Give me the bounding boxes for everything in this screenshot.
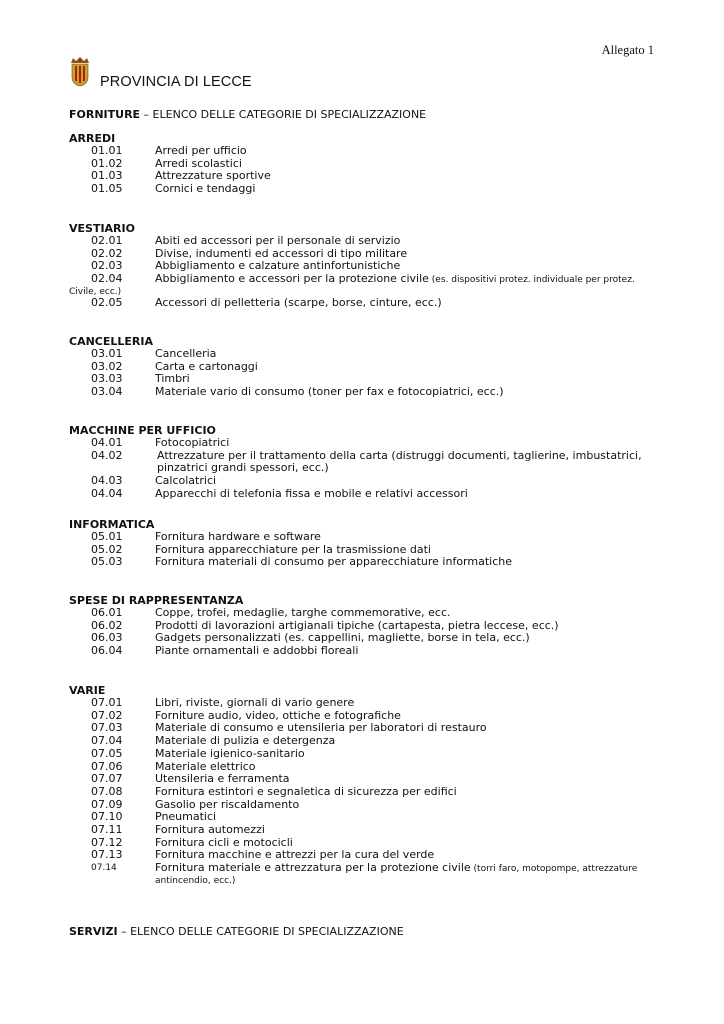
list-item [69, 297, 669, 310]
section-arredi [69, 132, 669, 196]
list-item [69, 735, 669, 748]
item-code: 06.04 [91, 644, 123, 658]
item-code: 01.05 [91, 182, 123, 196]
item-desc: Materiale igienico-sanitario [155, 746, 305, 760]
item-desc-continuation: pinzatrici grandi spessori, ecc.) [157, 461, 329, 475]
item-desc: Pneumatici [155, 810, 217, 824]
item-code: 04.03 [91, 474, 123, 488]
item-desc: Abbigliamento e calzature antinfortunistiche [155, 259, 401, 273]
item-code: 04.04 [91, 486, 123, 500]
item-code: 02.03 [91, 259, 123, 273]
item-code: 07.01 [91, 696, 123, 709]
list-item [69, 386, 669, 399]
item-desc-main: Fornitura materiale e attrezzatura per la protezione civile [155, 861, 471, 875]
section-title: VESTIARIO [69, 222, 135, 235]
item-desc: Fornitura macchine e attrezzi per la cura del verde [155, 848, 435, 862]
section-title: SPESE DI RAPPRESENTANZA [69, 594, 244, 607]
item-code: 03.01 [91, 347, 123, 360]
item-desc: Libri, riviste, giornali di vario genere [155, 696, 355, 709]
item-desc: Fornitura cicli e motocicli [155, 835, 293, 849]
item-code: 02.01 [91, 234, 123, 247]
section-title: ARREDI [69, 132, 116, 145]
item-code: 03.02 [91, 359, 123, 373]
section-varie [69, 684, 669, 887]
item-desc: Piante ornamentali e addobbi floreali [155, 644, 359, 658]
item-desc: Gasolio per riscaldamento [155, 797, 300, 811]
item-desc: Fornitura hardware e software [155, 530, 321, 543]
list-item [69, 475, 669, 488]
item-code: 07.04 [91, 734, 123, 748]
list-item [69, 862, 669, 876]
item-code: 06.01 [91, 606, 123, 619]
item-desc: Calcolatrici [155, 474, 217, 488]
item-code: 02.04 [91, 272, 123, 286]
item-code: 06.02 [91, 618, 123, 632]
item-code: 01.02 [91, 156, 123, 170]
item-code: 01.01 [91, 144, 123, 157]
item-desc: Arredi per ufficio [155, 144, 247, 157]
province-crest-logo [69, 57, 91, 87]
allegato-label: Allegato 1 [601, 43, 654, 57]
list-item [69, 183, 669, 196]
list-item [69, 697, 669, 710]
item-code: 05.01 [91, 530, 123, 543]
item-desc: Utensileria e ferramenta [155, 772, 290, 786]
section-spese-di-rappresentanza [69, 594, 669, 658]
item-code: 02.02 [91, 246, 123, 260]
item-desc: Fotocopiatrici [155, 436, 230, 449]
item-desc: Materiale vario di consumo (toner per fax e fotocopiatrici, ecc.) [155, 385, 504, 399]
item-code: 07.13 [91, 848, 123, 862]
section-title: MACCHINE PER UFFICIO [69, 424, 216, 437]
item-desc-note: (torri faro, motopompe, attrezzature [470, 864, 638, 875]
servizi-heading-bold: SERVIZI [69, 925, 118, 938]
item-desc: Cornici e tendaggi [155, 182, 256, 196]
item-code: 07.08 [91, 784, 123, 798]
list-item [69, 235, 669, 248]
item-desc: Accessori di pelletteria (scarpe, borse, cinture, ecc.) [155, 295, 442, 309]
forniture-heading-bold: FORNITURE [69, 108, 141, 121]
list-item [69, 786, 669, 799]
list-item [69, 748, 669, 761]
servizi-heading-rest: – ELENCO DELLE CATEGORIE DI SPECIALIZZAZIONE [117, 925, 404, 938]
section-cancelleria [69, 335, 669, 399]
item-desc: Materiale elettrico [155, 759, 256, 773]
item-code: 04.02 [91, 448, 123, 462]
list-item [69, 607, 669, 620]
item-code: 04.01 [91, 436, 123, 449]
list-item [69, 488, 669, 501]
section-macchine-per-ufficio [69, 424, 669, 501]
list-item [69, 273, 669, 287]
list-item-continuation [69, 876, 669, 887]
list-item [69, 531, 669, 544]
item-code: 03.04 [91, 385, 123, 399]
item-desc: Fornitura automezzi [155, 823, 265, 837]
forniture-heading-rest: – ELENCO DELLE CATEGORIE DI SPECIALIZZAZIONE [140, 108, 427, 121]
item-code: 07.03 [91, 721, 123, 735]
item-code: 07.12 [91, 835, 123, 849]
item-code: 07.07 [91, 772, 123, 786]
item-desc [155, 862, 669, 876]
item-desc-note-continuation: Civile, ecc.) [69, 286, 122, 297]
item-desc: Gadgets personalizzati (es. cappellini, magliette, borse in tela, ecc.) [155, 631, 530, 645]
item-code: 07.11 [91, 823, 123, 837]
item-desc: Abiti ed accessori per il personale di servizio [155, 234, 401, 247]
item-desc: Arredi scolastici [155, 156, 242, 170]
section-title: CANCELLERIA [69, 335, 153, 348]
item-desc-note-continuation: antincendio, ecc.) [155, 875, 236, 886]
item-desc-note: (es. dispositivi protez. individuale per protez. [428, 275, 635, 286]
item-desc: Materiale di pulizia e detergenza [155, 734, 336, 748]
section-title: INFORMATICA [69, 518, 155, 531]
item-desc: Attrezzature sportive [155, 169, 271, 183]
item-code: 05.03 [91, 555, 123, 569]
item-desc: Carta e cartonaggi [155, 359, 258, 373]
item-desc: Prodotti di lavorazioni artigianali tipiche (cartapesta, pietra leccese, ecc.) [155, 618, 559, 632]
section-title: VARIE [69, 684, 106, 697]
item-desc: Fornitura apparecchiature per la trasmissione dati [155, 542, 431, 556]
item-desc: Fornitura materiali di consumo per apparecchiature informatiche [155, 555, 512, 569]
section-informatica [69, 518, 669, 569]
list-item [69, 437, 669, 450]
item-desc: Apparecchi di telefonia fissa e mobile e relativi accessori [155, 486, 468, 500]
item-desc: Divise, indumenti ed accessori di tipo militare [155, 246, 408, 260]
item-code: 07.10 [91, 810, 123, 824]
item-desc: Cancelleria [155, 347, 217, 360]
item-desc [155, 273, 669, 287]
province-name: PROVINCIA DI LECCE [100, 74, 252, 90]
item-code: 07.09 [91, 797, 123, 811]
section-vestiario [69, 222, 669, 310]
item-code: 03.03 [91, 372, 123, 386]
item-code: 07.06 [91, 759, 123, 773]
item-desc: Timbri [155, 372, 190, 386]
servizi-heading [69, 925, 404, 938]
list-item [69, 556, 669, 569]
item-code: 07.05 [91, 746, 123, 760]
item-code: 01.03 [91, 169, 123, 183]
list-item [69, 824, 669, 837]
list-item [69, 348, 669, 361]
item-desc-main: Abbigliamento e accessori per la protezione civile [155, 272, 429, 286]
item-code: 05.02 [91, 542, 123, 556]
item-desc: Fornitura estintori e segnaletica di sicurezza per edifici [155, 784, 457, 798]
item-desc: Attrezzature per il trattamento della carta (distruggi documenti, taglierine, imbustatrici, [157, 448, 642, 462]
item-desc: Coppe, trofei, medaglie, targhe commemorative, ecc. [155, 606, 451, 619]
list-item [69, 645, 669, 658]
item-code: 07.14 [91, 863, 117, 874]
item-code: 07.02 [91, 708, 123, 722]
item-code: 06.03 [91, 631, 123, 645]
item-desc: Materiale di consumo e utensileria per laboratori di restauro [155, 721, 487, 735]
item-desc: Forniture audio, video, ottiche e fotografiche [155, 708, 401, 722]
forniture-heading [69, 108, 426, 121]
item-code: 02.05 [91, 295, 123, 309]
list-item [69, 145, 669, 158]
